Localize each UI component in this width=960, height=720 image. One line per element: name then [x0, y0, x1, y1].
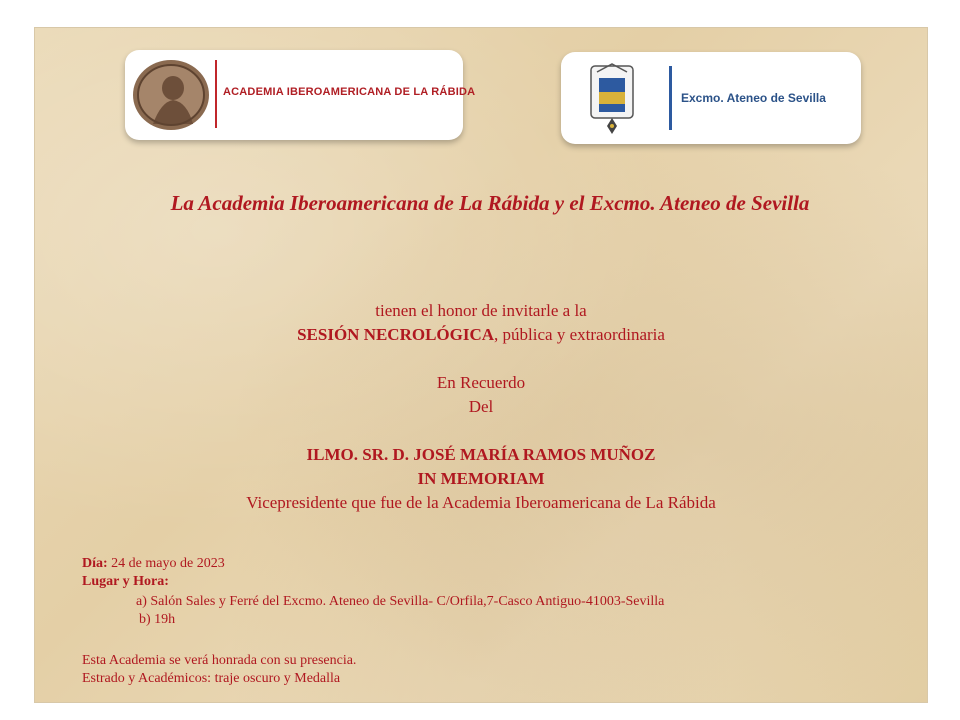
honoree-name: ILMO. SR. D. JOSÉ MARÍA RAMOS MUÑOZ [306, 445, 656, 464]
session-title: SESIÓN NECROLÓGICA [297, 325, 495, 344]
invitation-slide [34, 27, 928, 703]
in-memoriam: IN MEMORIAM [417, 469, 545, 488]
honoree-role: Vicepresidente que fue de la Academia Iberoamericana de La Rábida [246, 493, 716, 512]
del-line: Del [468, 397, 494, 416]
place-a: a) Salón Sales y Ferré del Excmo. Ateneo de Sevilla- C/Orfila,7-Casco Antiguo-41003-Sevilla [136, 594, 665, 609]
invite-line: tienen el honor de invitarle a la [375, 301, 587, 320]
place-label-text: Lugar y Hora: [82, 574, 169, 589]
closing-presence: Esta Academia se verá honrada con su presencia. [82, 653, 357, 668]
place-b: b) 19h [139, 612, 176, 627]
session-description: , pública y extraordinaria [494, 325, 665, 344]
ateneo-crest-icon [589, 60, 635, 136]
date-label: Día: [82, 556, 108, 571]
date-line [82, 555, 225, 573]
ateneo-name: Excmo. Ateneo de Sevilla [681, 91, 826, 105]
ateneo-logo-card [561, 52, 861, 144]
blue-divider [669, 66, 672, 130]
invitation-title: La Academia Iberoamericana de La Rábida y el Excmo. Ateneo de Sevilla [170, 191, 810, 215]
place-label [82, 573, 169, 591]
session-line [35, 324, 927, 346]
red-divider [215, 60, 217, 128]
academia-name: ACADEMIA IBEROAMERICANA DE LA RÁBIDA [223, 86, 476, 98]
date-value: 24 de mayo de 2023 [107, 556, 225, 571]
academia-logo-card [125, 50, 476, 140]
medal-portrait-icon [131, 58, 211, 132]
recuerdo-line: En Recuerdo [436, 373, 526, 392]
closing-dress-code: Estrado y Académicos: traje oscuro y Medalla [82, 671, 341, 686]
